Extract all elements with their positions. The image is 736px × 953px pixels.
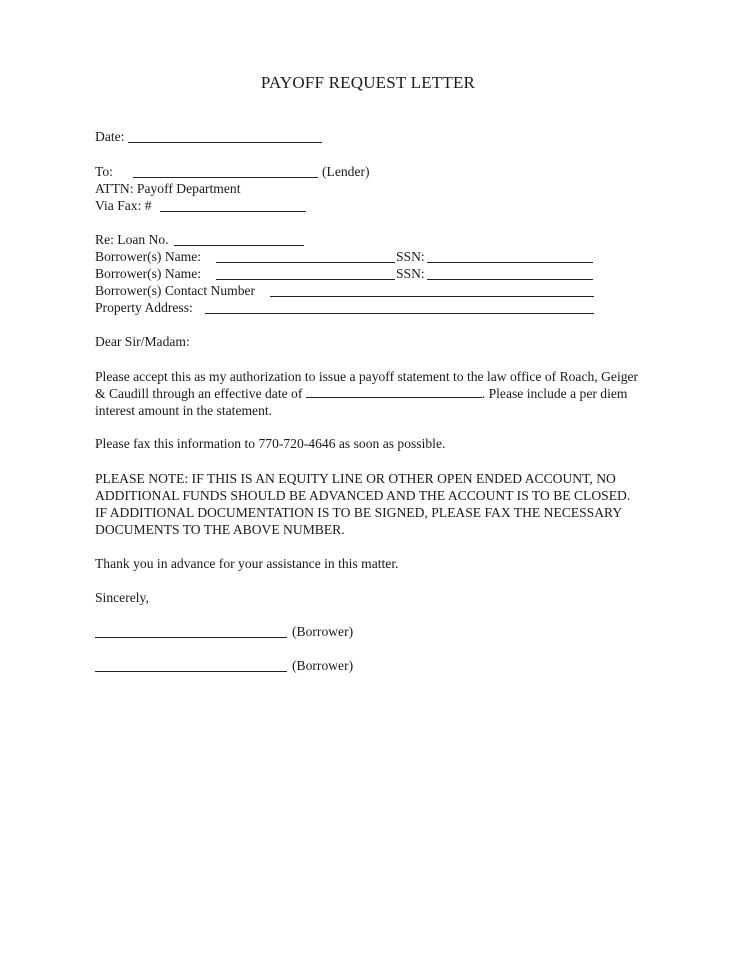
contact-label: Borrower(s) Contact Number: [95, 283, 256, 298]
para1-line1: Please accept this as my authorization to issue a payoff statement to the law office of Roach, Geiger: [95, 369, 639, 384]
page-title: PAYOFF REQUEST LETTER: [260, 73, 476, 92]
signature-suffix-1: (Borrower): [292, 624, 354, 639]
signature-line-2[interactable]: [95, 671, 287, 672]
signature-line-1[interactable]: [95, 637, 287, 638]
borrower2-label: Borrower(s) Name:: [95, 266, 202, 281]
to-label: To:: [95, 164, 113, 179]
note-line3: IF ADDITIONAL DOCUMENTATION IS TO BE SIGNED, PLEASE FAX THE NECESSARY: [95, 505, 623, 520]
loan-field[interactable]: [174, 245, 304, 246]
para1-line2-end: . Please include a per diem: [481, 386, 628, 401]
para1-line3: interest amount in the statement.: [95, 403, 273, 418]
note-line4: DOCUMENTS TO THE ABOVE NUMBER.: [95, 522, 345, 537]
signature-suffix-2: (Borrower): [292, 658, 354, 673]
note-line1: PLEASE NOTE: IF THIS IS AN EQUITY LINE OR OTHER OPEN ENDED ACCOUNT, NO: [95, 471, 616, 486]
property-label: Property Address:: [95, 300, 193, 315]
lender-suffix: (Lender): [322, 164, 370, 179]
para1-line2: [95, 387, 627, 401]
borrower1-label: Borrower(s) Name:: [95, 249, 202, 264]
ssn1-field[interactable]: [427, 262, 593, 263]
property-field[interactable]: [205, 313, 594, 314]
loan-label: Re: Loan No.: [95, 232, 169, 247]
salutation: Dear Sir/Madam:: [95, 334, 190, 349]
closing: Sincerely,: [95, 590, 149, 605]
ssn2-field[interactable]: [427, 279, 593, 280]
para1-line2-start: & Caudill through an effective date of: [95, 386, 303, 401]
note-line2: ADDITIONAL FUNDS SHOULD BE ADVANCED AND THE ACCOUNT IS TO BE CLOSED.: [95, 488, 631, 503]
lender-field[interactable]: [133, 177, 318, 178]
contact-field[interactable]: [270, 296, 594, 297]
fax-label: Via Fax: #: [95, 198, 152, 213]
fax-instruction: Please fax this information to 770-720-4646 as soon as possible.: [95, 436, 446, 451]
borrower2-field[interactable]: [216, 279, 395, 280]
fax-field[interactable]: [160, 211, 306, 212]
ssn2-label: SSN:: [396, 266, 425, 281]
date-label: Date:: [95, 129, 125, 144]
date-field[interactable]: [128, 142, 322, 143]
ssn1-label: SSN:: [396, 249, 425, 264]
effective-date-field[interactable]: [306, 387, 482, 398]
borrower1-field[interactable]: [216, 262, 395, 263]
thanks-line: Thank you in advance for your assistance in this matter.: [95, 556, 399, 571]
attn-line: ATTN: Payoff Department: [95, 181, 241, 196]
